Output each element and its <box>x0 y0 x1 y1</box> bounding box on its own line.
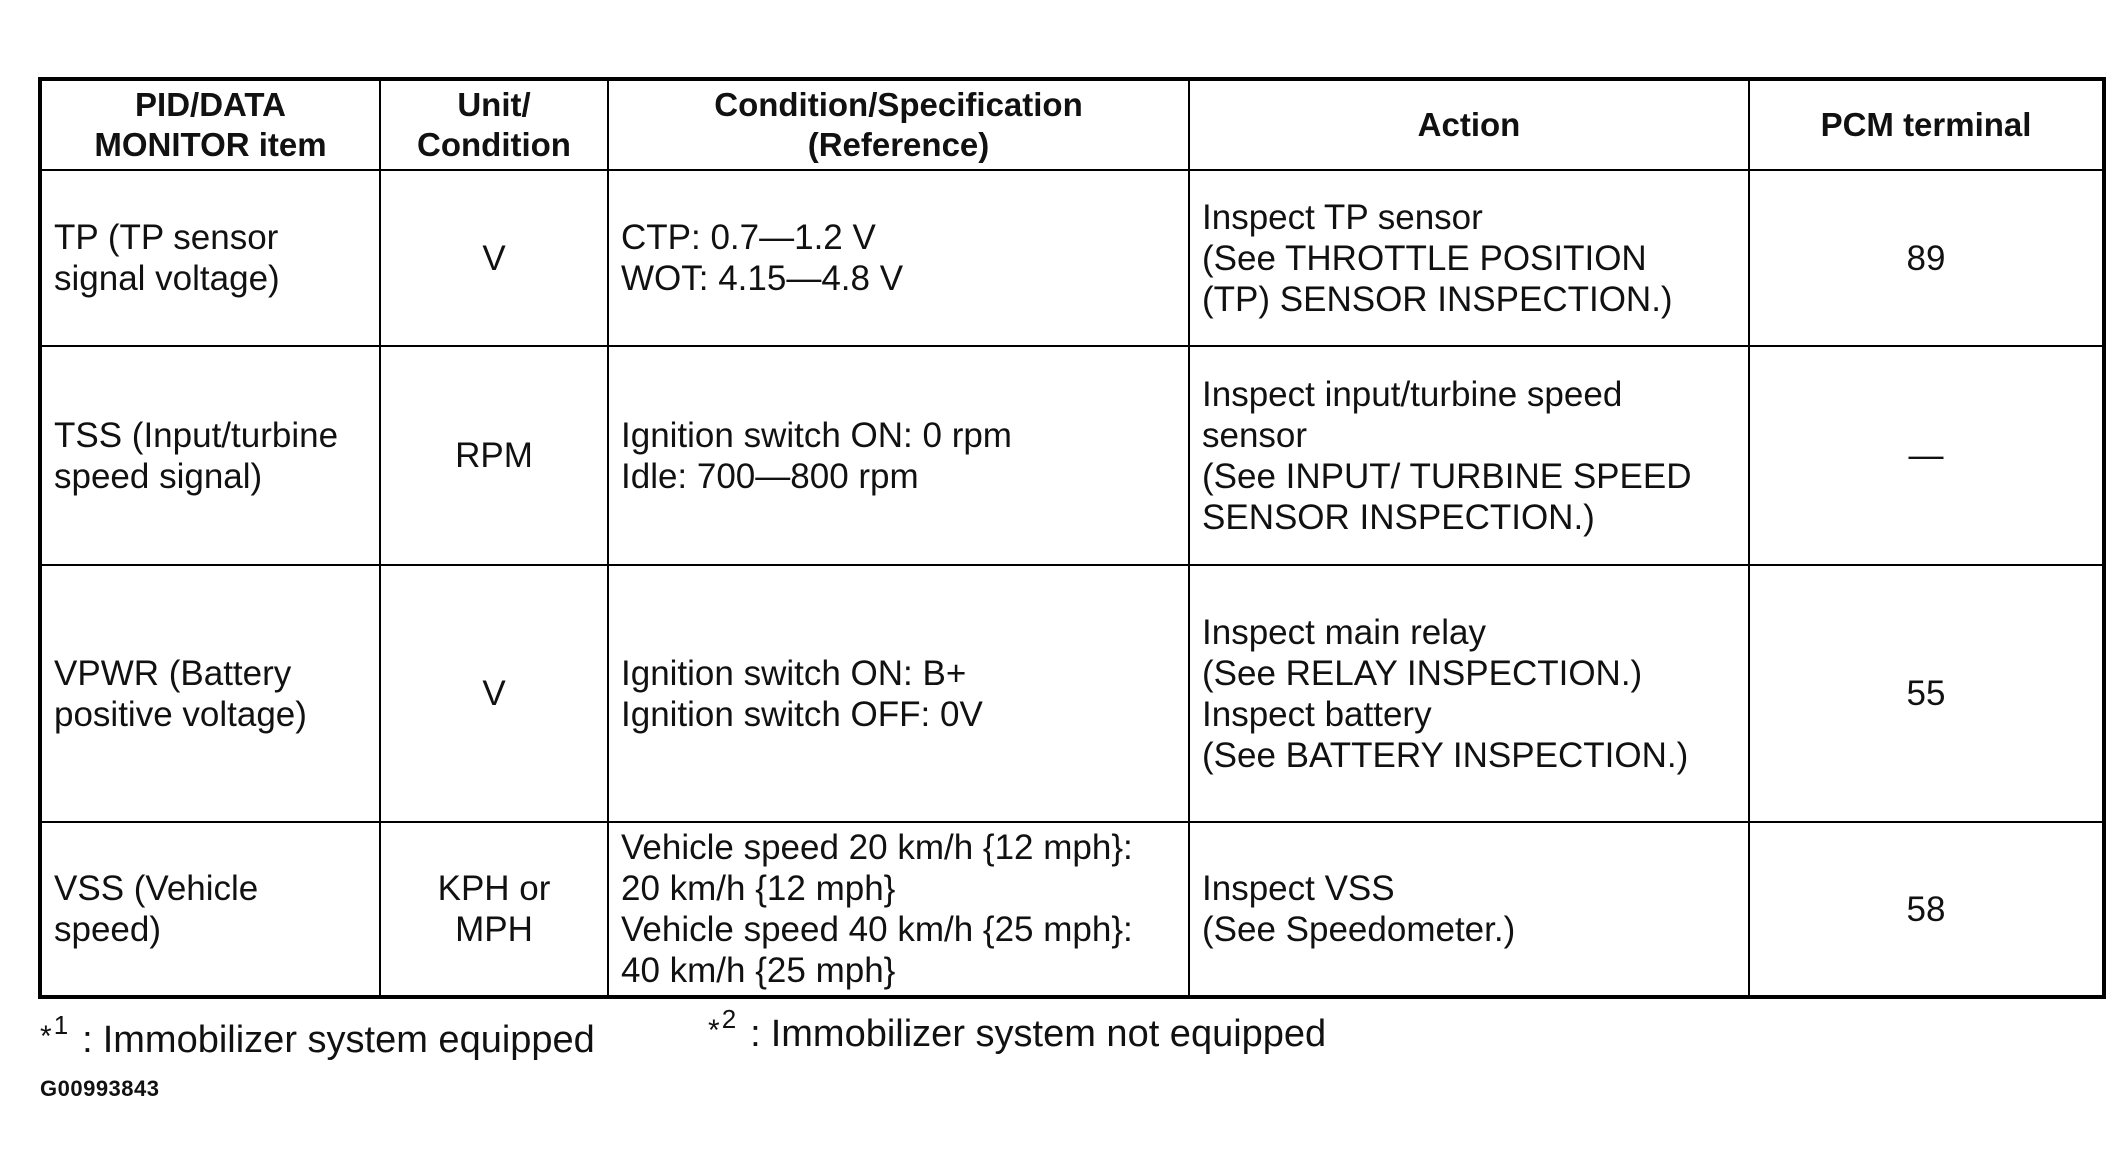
cell-pcm-terminal: 89 <box>1749 170 2104 346</box>
cell-action: Inspect TP sensor (See THROTTLE POSITION (TP) SENSOR INSPECTION.) <box>1189 170 1749 346</box>
footnote-mark: *$^2$ <box>708 1004 737 1047</box>
table-header-row <box>40 79 2104 170</box>
cell-item: TP (TP sensor signal voltage) <box>40 170 380 346</box>
cell-item: VSS (Vehicle speed) <box>40 822 380 997</box>
header-unit-condition: Unit/ Condition <box>380 79 608 170</box>
cell-condition: Vehicle speed 20 km/h {12 mph}: 20 km/h {12 mph} Vehicle speed 40 km/h {25 mph}: 40 km/h {25 mph} <box>608 822 1189 997</box>
footnote-text: Immobilizer system equipped <box>102 1019 595 1061</box>
cell-item: TSS (Input/turbine speed signal) <box>40 346 380 565</box>
cell-item: VPWR (Battery positive voltage) <box>40 565 380 822</box>
cell-pcm-terminal: 55 <box>1749 565 2104 822</box>
cell-unit: V <box>380 565 608 822</box>
cell-pcm-terminal: — <box>1749 346 2104 565</box>
cell-unit: RPM <box>380 346 608 565</box>
pid-data-monitor-table <box>38 77 2106 999</box>
footnote-2: *$^2$ : Immobilizer system not equipped <box>708 1002 1326 1060</box>
cell-condition: CTP: 0.7—1.2 V WOT: 4.15—4.8 V <box>608 170 1189 346</box>
cell-condition: Ignition switch ON: B+ Ignition switch OFF: 0V <box>608 565 1189 822</box>
cell-action: Inspect VSS (See Speedometer.) <box>1189 822 1749 997</box>
footnote-mark: *$^1$ <box>40 1010 69 1053</box>
cell-pcm-terminal: 58 <box>1749 822 2104 997</box>
cell-action: Inspect input/turbine speed sensor (See INPUT/ TURBINE SPEED SENSOR INSPECTION.) <box>1189 346 1749 565</box>
table-row-tss <box>40 346 2104 565</box>
cell-action: Inspect main relay (See RELAY INSPECTION.) Inspect battery (See BATTERY INSPECTION.) <box>1189 565 1749 822</box>
footnote-1: *$^1$ : Immobilizer system equipped <box>40 1008 595 1066</box>
cell-condition: Ignition switch ON: 0 rpm Idle: 700—800 rpm <box>608 346 1189 565</box>
header-pcm-terminal: PCM terminal <box>1749 79 2104 170</box>
header-condition-specification: Condition/Specification (Reference) <box>608 79 1189 170</box>
footnote-text: Immobilizer system not equipped <box>770 1013 1327 1055</box>
cell-unit: V <box>380 170 608 346</box>
header-action: Action <box>1189 79 1749 170</box>
table-row-vpwr <box>40 565 2104 822</box>
table-row-vss <box>40 822 2104 997</box>
header-pid-data-monitor-item: PID/DATA MONITOR item <box>40 79 380 170</box>
table-row-tp <box>40 170 2104 346</box>
figure-id: G00993843 <box>40 1076 160 1101</box>
cell-unit: KPH or MPH <box>380 822 608 997</box>
